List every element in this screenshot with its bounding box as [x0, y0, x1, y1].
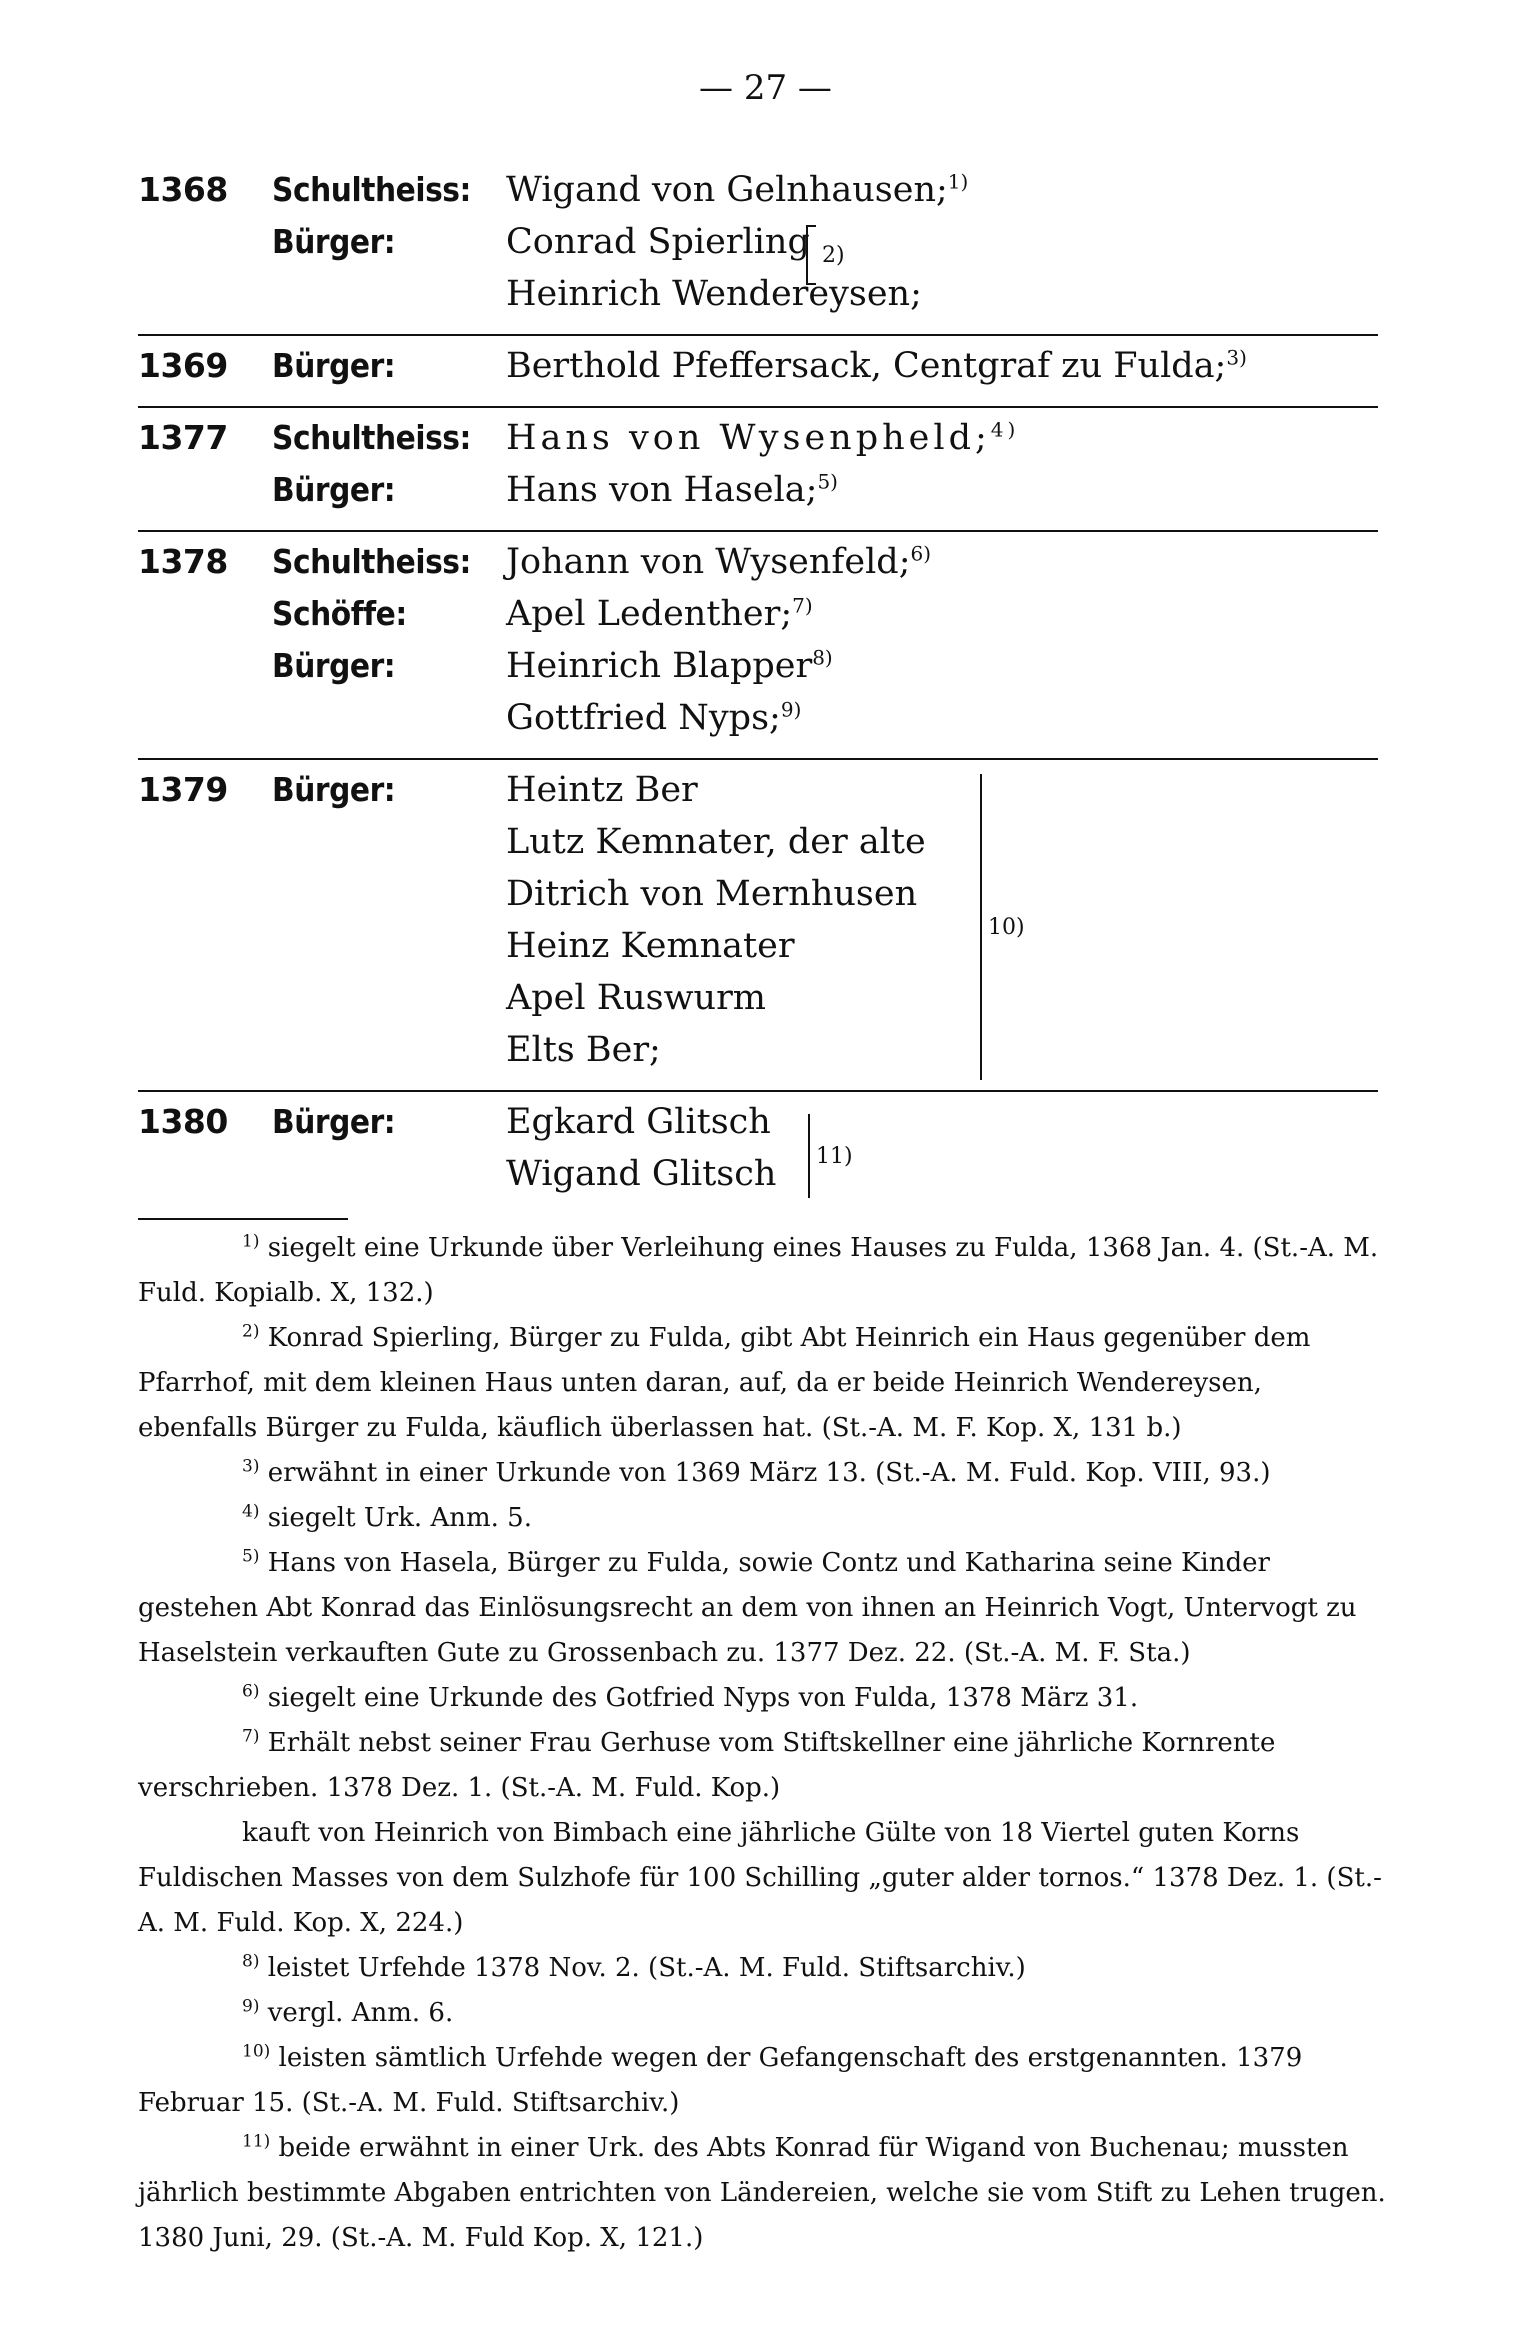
footnote-9	[138, 1991, 1388, 2036]
footnote-text: siegelt eine Urkunde über Verleihung eines Hauses zu Fulda, 1368 Jan. 4. (St.-A. M. Fuld. Kopialb. X, 132.)	[138, 1233, 1379, 1308]
footnote-mark: 5)	[242, 1546, 260, 1567]
registry-row	[138, 542, 1378, 594]
office-title: Bürger:	[272, 470, 396, 509]
person-name: Hans von Wysenpheld;$^{4)}$	[506, 417, 1020, 458]
registry-row	[138, 470, 1378, 522]
footnote-text: siegelt Urk. Anm. 5.	[267, 1503, 532, 1533]
entry-year: 1368	[138, 170, 228, 209]
footnote-text: siegelt eine Urkunde des Gotfried Nyps von Fulda, 1378 März 31.	[267, 1683, 1139, 1713]
footnotes	[138, 1226, 1388, 2261]
page-number: — 27 —	[699, 68, 832, 108]
office-title: Schultheiss:	[272, 542, 471, 581]
office-title: Bürger:	[272, 770, 396, 809]
person-name: Apel Ledenther;$^{7)}$	[506, 593, 813, 634]
office-title: Bürger:	[272, 346, 396, 385]
office-title: Schöffe:	[272, 594, 407, 633]
footnote-text: erwähnt in einer Urkunde von 1369 März 13. (St.-A. M. Fuld. Kop. VIII, 93.)	[267, 1458, 1271, 1488]
entry-year: 1379	[138, 770, 228, 809]
person-name: Lutz Kemnater, der alte	[506, 822, 926, 862]
footnote-6	[138, 1676, 1388, 1721]
footnote-5	[138, 1541, 1388, 1676]
footnote-ref: 8)	[812, 645, 833, 670]
entry-1378	[138, 530, 1378, 758]
footnote-10	[138, 2036, 1388, 2126]
footnote-ref: 3)	[1226, 345, 1247, 370]
entry-year: 1378	[138, 542, 228, 581]
footnote-text: vergl. Anm. 6.	[267, 1998, 454, 2028]
registry-row	[138, 346, 1378, 398]
person-name: Wigand von Gelnhausen;$^{1)}$	[506, 169, 969, 210]
footnote-mark: 2)	[242, 1321, 260, 1342]
grouping-brace	[806, 220, 845, 290]
footnote-ref: 11)	[816, 1143, 853, 1169]
footnote-text: beide erwähnt in einer Urk. des Abts Konrad für Wigand von Buchenau; mussten jährlich bestimmte Abgaben entrichten von Ländereien, welche sie vom Stift zu Lehen trugen. 1380 Juni, 29. (St.-A. M. Fuld Kop. X, 121.)	[138, 2133, 1386, 2253]
person-name: Ditrich von Mernhusen	[506, 874, 918, 914]
entry-1380	[138, 1090, 1378, 1214]
person-name: Egkard Glitsch	[506, 1102, 771, 1142]
registry-row	[138, 978, 1378, 1030]
person-name: Hans von Hasela;$^{5)}$	[506, 469, 838, 510]
footnote-mark: 11)	[242, 2131, 271, 2152]
person-name: Johann von Wysenfeld;$^{6)}$	[506, 541, 932, 582]
entry-1377	[138, 406, 1378, 530]
grouping-brace	[800, 1106, 853, 1206]
entry-year: 1369	[138, 346, 228, 385]
entry-year: 1380	[138, 1102, 228, 1141]
footnote-ref: 6)	[910, 541, 932, 566]
registry-row	[138, 1030, 1378, 1082]
footnote-text: Erhält nebst seiner Frau Gerhuse vom Stiftskellner eine jährliche Kornrente verschrieben. 1378 Dez. 1. (St.-A. M. Fuld. Kop.)	[138, 1728, 1276, 1803]
registry-row	[138, 594, 1378, 646]
footnote-mark: 4)	[242, 1501, 260, 1522]
registry-row	[138, 926, 1378, 978]
footnote-11	[138, 2126, 1388, 2261]
registry-row	[138, 822, 1378, 874]
footnote-mark: 1)	[242, 1231, 260, 1252]
registry-row	[138, 698, 1378, 750]
footnote-ref: 5)	[817, 469, 838, 494]
entry-1369	[138, 334, 1378, 406]
office-title: Bürger:	[272, 646, 396, 685]
person-name: Elts Ber;	[506, 1030, 661, 1070]
footnote-4	[138, 1496, 1388, 1541]
office-title: Bürger:	[272, 222, 396, 261]
footnote-text: Konrad Spierling, Bürger zu Fulda, gibt Abt Heinrich ein Haus gegenüber dem Pfarrhof, mit dem kleinen Haus unten daran, auf, da er beide Heinrich Wendereysen, ebenfalls Bürger zu Fulda, käuflich überlassen hat. (St.-A. M. F. Kop. X, 131 b.)	[138, 1323, 1311, 1443]
person-name: Gottfried Nyps;$^{9)}$	[506, 697, 802, 738]
person-name: Apel Ruswurm	[506, 978, 766, 1018]
footnote-mark: 9)	[242, 1996, 260, 2017]
entry-1379	[138, 758, 1378, 1090]
person-name: Heinrich Blapper$^{8)}$	[506, 645, 833, 686]
person-name: Heinrich Wendereysen;	[506, 274, 922, 314]
footnote-mark: 6)	[242, 1681, 260, 1702]
office-holders-registry	[138, 160, 1378, 1214]
person-name: Berthold Pfeffersack, Centgraf zu Fulda;$^{3)}$	[506, 345, 1247, 386]
registry-row	[138, 274, 1378, 326]
person-name: Heintz Ber	[506, 770, 698, 810]
footnote-ref: 1)	[947, 169, 969, 194]
footnote-ref: 7)	[792, 593, 813, 618]
footnote-ref: 4)	[990, 417, 1020, 442]
footnote-mark: 7)	[242, 1726, 260, 1747]
entry-1368	[138, 160, 1378, 334]
footnote-7	[138, 1721, 1388, 1811]
grouping-brace	[970, 772, 1025, 1082]
footnote-3	[138, 1451, 1388, 1496]
person-name: Wigand Glitsch	[506, 1154, 777, 1194]
registry-row	[138, 1154, 1378, 1206]
office-title: Schultheiss:	[272, 418, 471, 457]
footnote-text: Hans von Hasela, Bürger zu Fulda, sowie Contz und Katharina seine Kinder gestehen Abt Konrad das Einlösungsrecht an dem von ihnen an Heinrich Vogt, Untervogt zu Haselstein verkauften Gute zu Grossenbach zu. 1377 Dez. 22. (St.-A. M. F. Sta.)	[138, 1548, 1357, 1668]
footnote-ref: 10)	[988, 914, 1025, 940]
person-name: Heinz Kemnater	[506, 926, 795, 966]
footnote-text: leistet Urfehde 1378 Nov. 2. (St.-A. M. Fuld. Stiftsarchiv.)	[267, 1953, 1026, 1983]
footnote-separator	[138, 1218, 348, 1220]
footnote-mark: 8)	[242, 1951, 260, 1972]
person-name: Conrad Spierling	[506, 222, 810, 262]
footnote-ref: 2)	[822, 242, 845, 268]
registry-row	[138, 222, 1378, 274]
footnote-2	[138, 1316, 1388, 1451]
office-title: Schultheiss:	[272, 170, 471, 209]
registry-row	[138, 170, 1378, 222]
footnote-7-continued	[138, 1811, 1388, 1946]
entry-year: 1377	[138, 418, 228, 457]
footnote-text: kauft von Heinrich von Bimbach eine jährliche Gülte von 18 Viertel guten Korns Fuldischen Masses von dem Sulzhofe für 100 Schilling „guter alder tornos.“ 1378 Dez. 1. (St.-A. M. Fuld. Kop. X, 224.)	[138, 1818, 1382, 1938]
footnote-mark: 10)	[242, 2041, 271, 2062]
footnote-1	[138, 1226, 1388, 1316]
office-title: Bürger:	[272, 1102, 396, 1141]
registry-row	[138, 1102, 1378, 1154]
registry-row	[138, 646, 1378, 698]
footnote-8	[138, 1946, 1388, 1991]
footnote-ref: 9)	[780, 697, 802, 722]
registry-row	[138, 770, 1378, 822]
footnote-text: leisten sämtlich Urfehde wegen der Gefangenschaft des erstgenannten. 1379 Februar 15. (St.-A. M. Fuld. Stiftsarchiv.)	[138, 2043, 1303, 2118]
registry-row	[138, 418, 1378, 470]
registry-row	[138, 874, 1378, 926]
footnote-mark: 3)	[242, 1456, 260, 1477]
